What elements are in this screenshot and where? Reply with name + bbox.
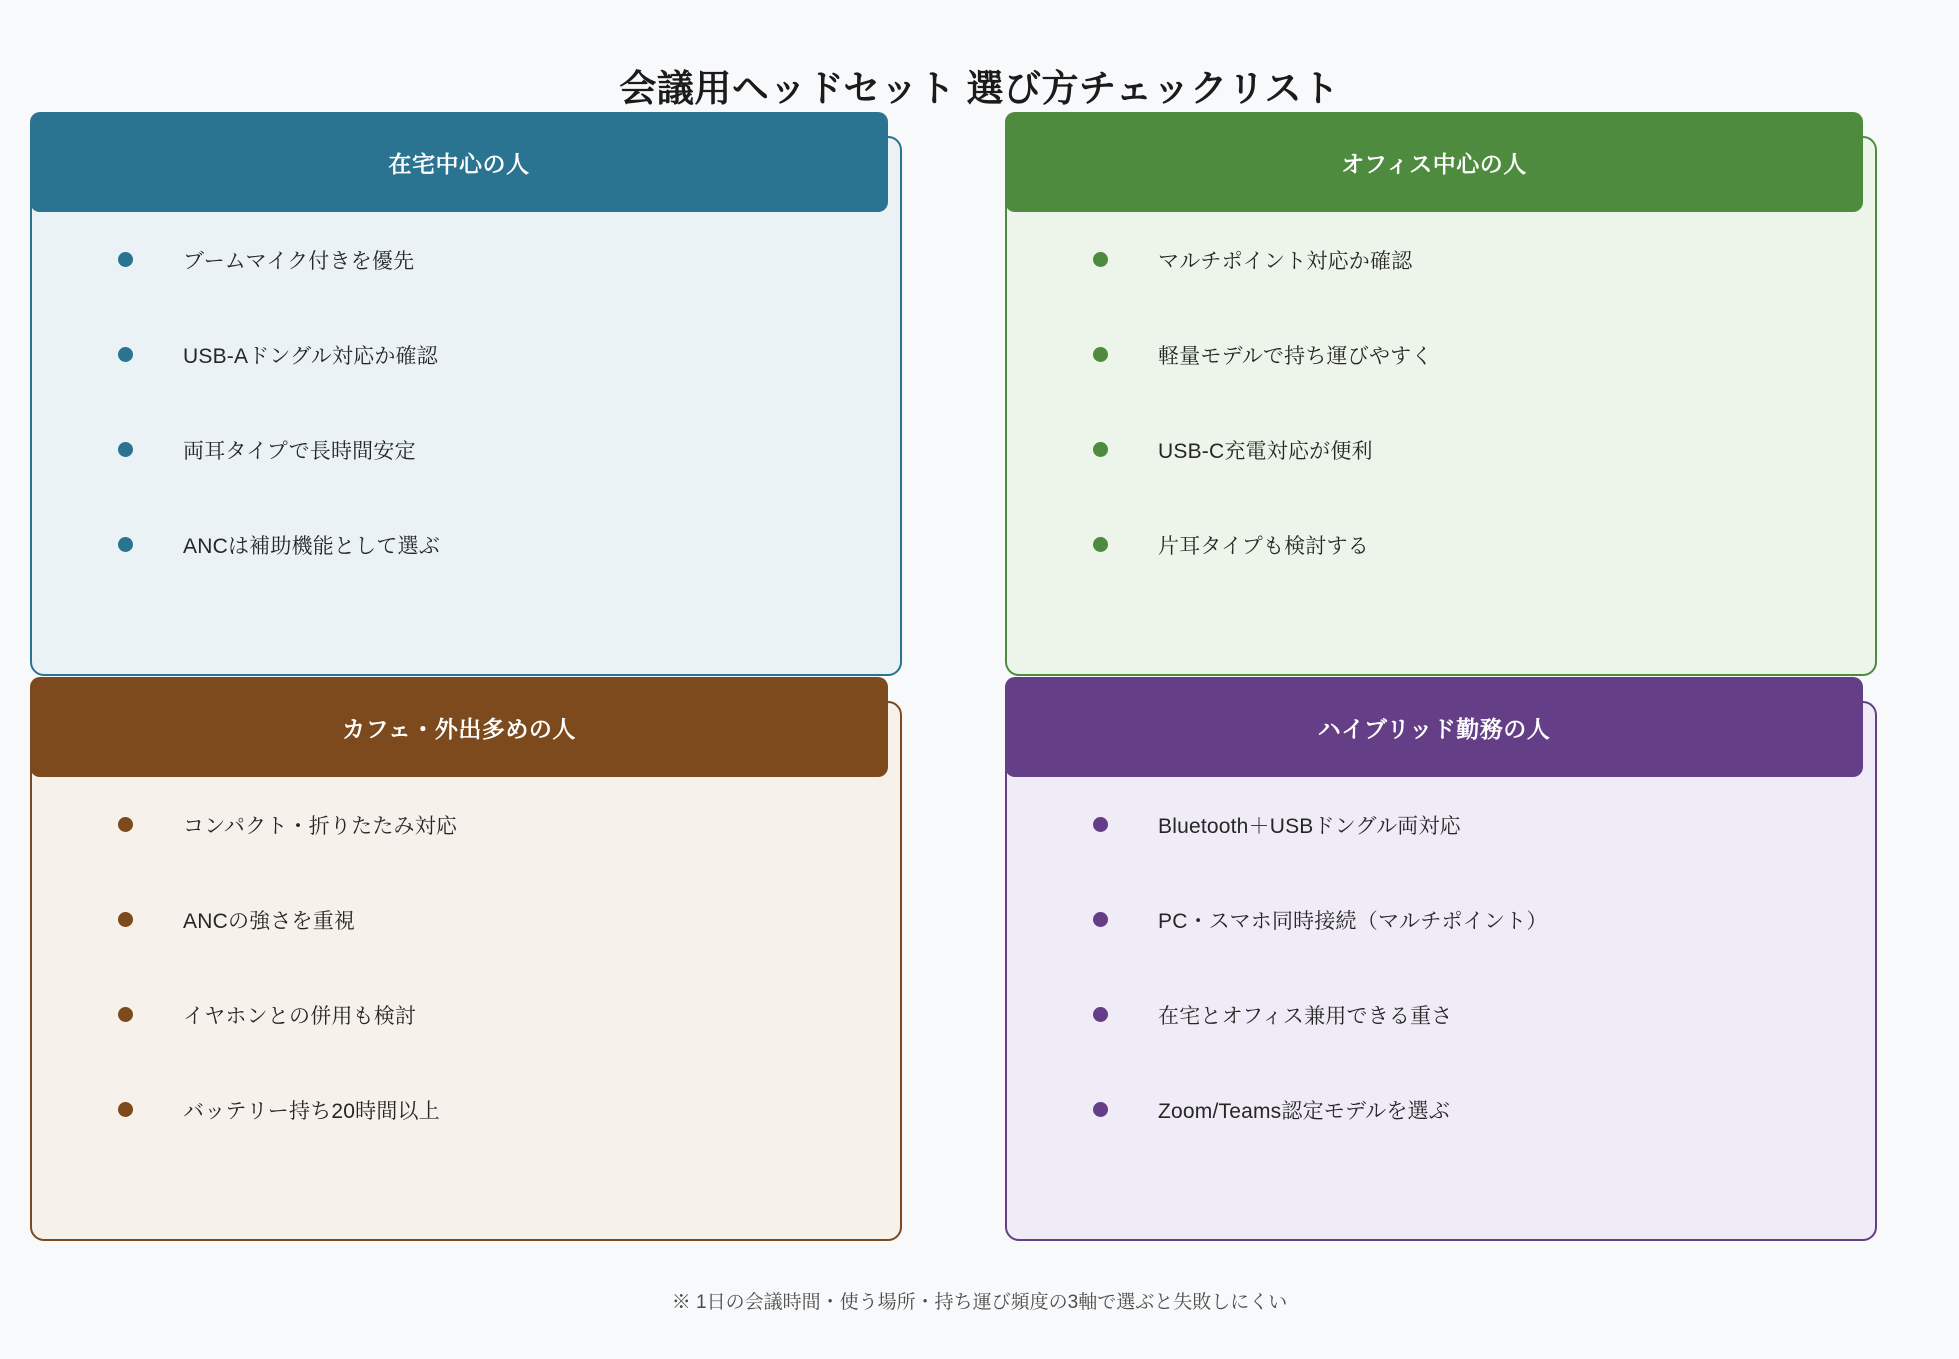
card-header	[30, 677, 888, 777]
list-item-label: ブームマイク付きを優先	[183, 249, 415, 273]
list-item[interactable]	[30, 307, 902, 402]
list-item[interactable]	[1005, 872, 1877, 967]
card-grid	[30, 112, 1929, 1242]
bullet-icon	[1093, 252, 1108, 267]
footnote: ※ 1日の会議時間・使う場所・持ち運び頻度の3軸で選ぶと失敗しにくい	[671, 1292, 1288, 1313]
card-hybrid	[1005, 677, 1877, 1242]
page-title: 会議用ヘッドセット 選び方チェックリスト	[619, 68, 1340, 109]
card-cafe	[30, 677, 902, 1242]
list-item-label: マルチポイント対応か確認	[1158, 249, 1413, 273]
card-header-label: カフェ・外出多めの人	[342, 715, 576, 742]
bullet-icon	[118, 1102, 133, 1117]
bullet-icon	[1093, 817, 1108, 832]
bullet-icon	[1093, 537, 1108, 552]
card-item-list	[30, 212, 902, 592]
list-item[interactable]	[30, 1062, 902, 1157]
list-item[interactable]	[30, 497, 902, 592]
card-home	[30, 112, 902, 677]
bullet-icon	[118, 252, 133, 267]
card-header-label: オフィス中心の人	[1341, 150, 1527, 177]
list-item-label: ANCは補助機能として選ぶ	[183, 534, 440, 558]
bullet-icon	[1093, 1102, 1108, 1117]
list-item[interactable]	[1005, 1062, 1877, 1157]
card-header	[30, 112, 888, 212]
card-header	[1005, 112, 1863, 212]
card-office	[1005, 112, 1877, 677]
list-item-label: イヤホンとの併用も検討	[183, 1004, 417, 1028]
list-item-label: 片耳タイプも検討する	[1158, 534, 1369, 558]
list-item[interactable]	[30, 402, 902, 497]
list-item[interactable]	[30, 872, 902, 967]
list-item[interactable]	[1005, 777, 1877, 872]
bullet-icon	[118, 1007, 133, 1022]
list-item[interactable]	[30, 967, 902, 1062]
list-item[interactable]	[1005, 307, 1877, 402]
list-item-label: 在宅とオフィス兼用できる重さ	[1158, 1004, 1453, 1028]
bullet-icon	[118, 442, 133, 457]
bullet-icon	[118, 537, 133, 552]
bullet-icon	[118, 817, 133, 832]
list-item-label: Zoom/Teams認定モデルを選ぶ	[1158, 1099, 1450, 1123]
list-item-label: PC・スマホ同時接続（マルチポイント）	[1158, 909, 1548, 933]
bullet-icon	[1093, 442, 1108, 457]
bullet-icon	[1093, 347, 1108, 362]
bullet-icon	[118, 347, 133, 362]
list-item-label: Bluetooth＋USBドングル両対応	[1158, 814, 1461, 838]
card-item-list	[30, 777, 902, 1157]
card-header	[1005, 677, 1863, 777]
list-item-label: コンパクト・折りたたみ対応	[183, 814, 458, 838]
bullet-icon	[1093, 912, 1108, 927]
bullet-icon	[1093, 1007, 1108, 1022]
card-header-label: ハイブリッド勤務の人	[1317, 715, 1551, 742]
list-item[interactable]	[1005, 497, 1877, 592]
list-item-label: USB-Aドングル対応か確認	[183, 344, 438, 368]
list-item[interactable]	[30, 777, 902, 872]
list-item-label: バッテリー持ち20時間以上	[183, 1099, 440, 1123]
list-item[interactable]	[30, 212, 902, 307]
card-header-label: 在宅中心の人	[388, 150, 530, 177]
bullet-icon	[118, 912, 133, 927]
list-item-label: 両耳タイプで長時間安定	[183, 439, 416, 463]
list-item-label: USB-C充電対応が便利	[1158, 439, 1373, 463]
list-item[interactable]	[1005, 212, 1877, 307]
list-item-label: ANCの強さを重視	[183, 909, 356, 933]
card-item-list	[1005, 212, 1877, 592]
card-item-list	[1005, 777, 1877, 1157]
list-item[interactable]	[1005, 402, 1877, 497]
list-item-label: 軽量モデルで持ち運びやすく	[1158, 344, 1433, 368]
list-item[interactable]	[1005, 967, 1877, 1062]
